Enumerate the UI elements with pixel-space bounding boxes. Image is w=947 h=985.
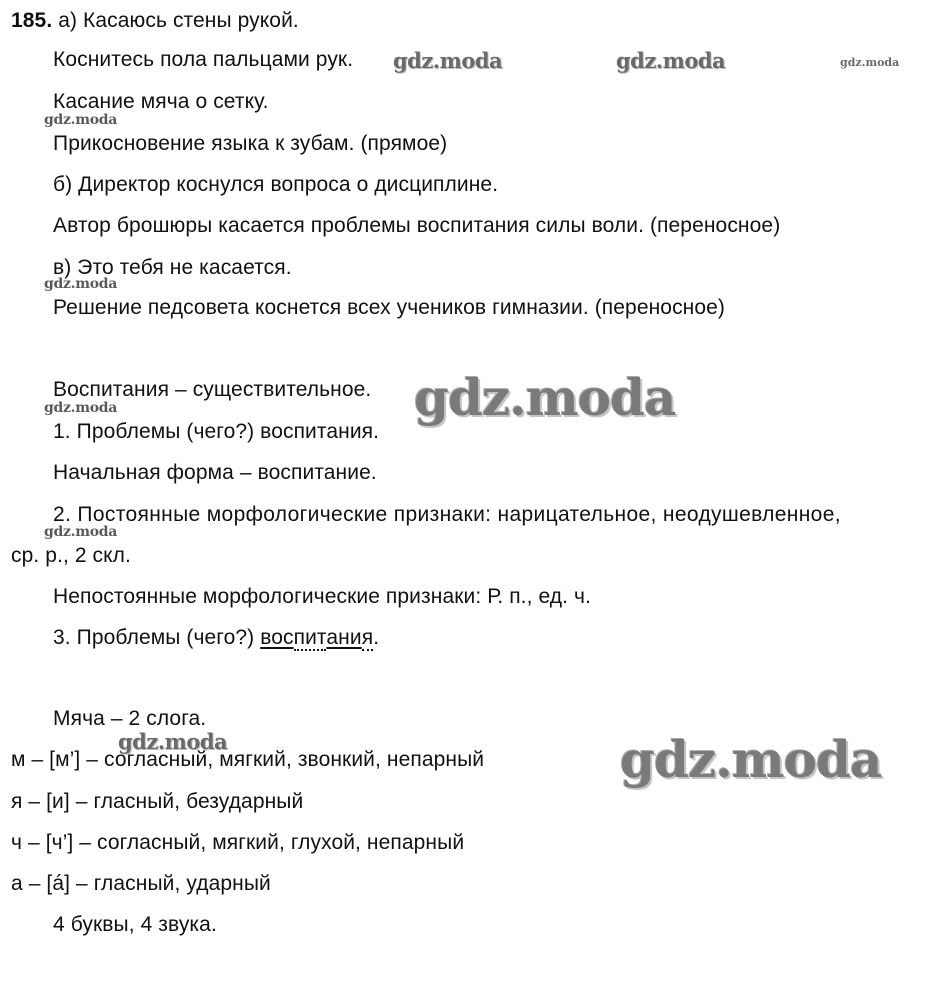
- watermark-logo: gdz.moda: [840, 56, 900, 69]
- phonetic-m: м – [м’] – согласный, мягкий, звонкий, непарный: [11, 748, 485, 771]
- morph-item-3-prefix: 3. Проблемы (чего?): [53, 626, 261, 649]
- morph-item-3: [53, 625, 379, 651]
- part-b-line-2: Автор брошюры касается проблемы воспитания силы воли. (переносное): [53, 214, 781, 237]
- part-b-line-1: б) Директор коснулся вопроса о дисциплине.: [53, 173, 499, 196]
- morph-item-3-suffix: .: [373, 626, 380, 649]
- phonetic-summary: 4 буквы, 4 звука.: [53, 913, 217, 936]
- watermark-logo: gdz.moda: [393, 48, 503, 73]
- word-part-3: ани: [326, 626, 362, 649]
- part-a-label: а): [58, 9, 78, 32]
- watermark-logo: gdz.moda: [616, 48, 726, 73]
- watermark-logo: gdz.moda: [44, 524, 118, 540]
- morph-nonconstant: Непостоянные морфологические признаки: Р. п., ед. ч.: [53, 585, 592, 608]
- part-a-line-3: Касание мяча о сетку.: [53, 90, 269, 113]
- part-c-line-1: в) Это тебя не касается.: [53, 256, 292, 279]
- watermark-logo: gdz.moda: [414, 368, 676, 427]
- part-c-line-2: Решение педсовета коснется всех учеников гимназии. (переносное): [53, 296, 726, 319]
- phonetic-title: Мяча – 2 слога.: [53, 707, 207, 730]
- word-part-2: пит: [293, 626, 327, 649]
- word-part-1: вос: [260, 626, 294, 649]
- watermark-logo: gdz.moda: [44, 112, 118, 128]
- watermark-logo: gdz.moda: [620, 730, 882, 789]
- morph-item-1: 1. Проблемы (чего?) воспитания.: [53, 420, 380, 443]
- parsed-word: [260, 626, 373, 651]
- watermark-logo: gdz.moda: [118, 729, 228, 754]
- morph-item-2-line-1: 2. Постоянные морфологические признаки: нарицательное, неодушевленное,: [53, 503, 841, 526]
- morph-title: Воспитания – существительное.: [53, 378, 372, 401]
- phonetic-a: а – [á] – гласный, ударный: [11, 872, 271, 895]
- exercise-line: [11, 8, 299, 34]
- word-part-4: я: [361, 626, 374, 649]
- part-a-line-1: Касаюсь стены рукой.: [83, 9, 299, 32]
- morph-initial-form: Начальная форма – воспитание.: [53, 461, 377, 484]
- phonetic-ch: ч – [ч’] – согласный, мягкий, глухой, непарный: [11, 831, 465, 854]
- part-a-line-4: Прикосновение языка к зубам. (прямое): [53, 132, 448, 155]
- phonetic-ya: я – [и] – гласный, безударный: [11, 790, 304, 813]
- part-a-line-2: Коснитесь пола пальцами рук.: [53, 48, 354, 71]
- morph-item-2-line-2: ср. р., 2 скл.: [11, 544, 131, 567]
- watermark-logo: gdz.moda: [44, 276, 118, 292]
- watermark-logo: gdz.moda: [44, 400, 118, 416]
- exercise-number: 185.: [11, 9, 53, 32]
